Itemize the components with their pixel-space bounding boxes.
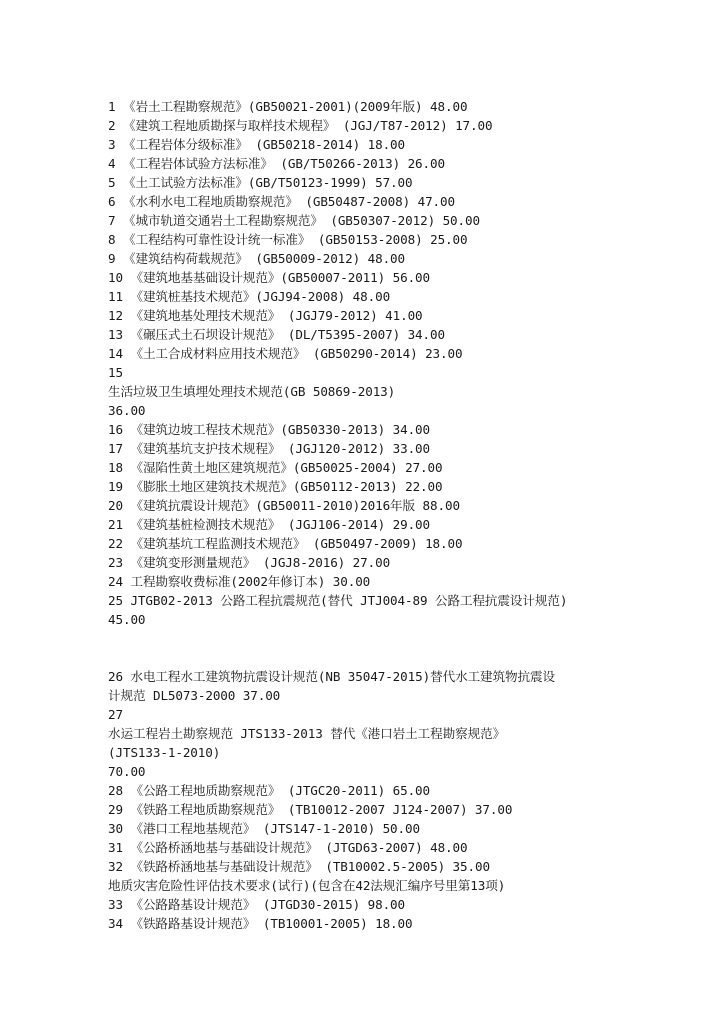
list-line: 27 (108, 707, 123, 722)
list-line: 36.00 (108, 403, 146, 418)
list-line: 15 (108, 365, 123, 380)
list-line: 31 《公路桥涵地基与基础设计规范》 (JTGD63-2007) 48.00 (108, 840, 468, 855)
list-line: 30 《港口工程地基规范》 (JTS147-1-2010) 50.00 (108, 821, 420, 836)
list-line: 24 工程勘察收费标准(2002年修订本) 30.00 (108, 574, 371, 589)
list-line: 22 《建筑基坑工程监测技术规范》 (GB50497-2009) 18.00 (108, 536, 463, 551)
list-line: 计规范 DL5073-2000 37.00 (108, 688, 281, 703)
list-line: 34 《铁路路基设计规范》 (TB10001-2005) 18.00 (108, 916, 413, 931)
list-line: 生活垃圾卫生填埋处理技术规范(GB 50869-2013) (108, 384, 396, 399)
list-line: 4 《工程岩体试验方法标准》 (GB/T50266-2013) 26.00 (108, 156, 445, 171)
list-line: 16 《建筑边坡工程技术规范》(GB50330-2013) 34.00 (108, 422, 431, 437)
list-line: 33 《公路路基设计规范》 (JTGD30-2015) 98.00 (108, 897, 406, 912)
list-line: 25 JTGB02-2013 公路工程抗震规范(替代 JTJ004-89 公路工程抗震设计规范) (108, 593, 568, 608)
list-line: 45.00 (108, 612, 146, 627)
list-line: 8 《工程结构可靠性设计统一标准》 (GB50153-2008) 25.00 (108, 232, 468, 247)
list-line: 18 《湿陷性黄土地区建筑规范》(GB50025-2004) 27.00 (108, 460, 443, 475)
list-line: 23 《建筑变形测量规范》 (JGJ8-2016) 27.00 (108, 555, 391, 570)
list-line: 11 《建筑桩基技术规范》(JGJ94-2008) 48.00 (108, 289, 391, 304)
list-line: 5 《土工试验方法标准》(GB/T50123-1999) 57.00 (108, 175, 413, 190)
list-line: 水运工程岩土勘察规范 JTS133-2013 替代《港口岩土工程勘察规范》 (108, 726, 506, 741)
list-line: 1 《岩土工程勘察规范》(GB50021-2001)(2009年版) 48.00 (108, 99, 468, 114)
list-line: 21 《建筑基桩检测技术规范》 (JGJ106-2014) 29.00 (108, 517, 431, 532)
list-line: 26 水电工程水工建筑物抗震设计规范(NB 35047-2015)替代水工建筑物抗震设 (108, 669, 556, 684)
list-line: 9 《建筑结构荷载规范》 (GB50009-2012) 48.00 (108, 251, 406, 266)
list-line: 32 《铁路桥涵地基与基础设计规范》 (TB10002.5-2005) 35.00 (108, 859, 490, 874)
list-line: 20 《建筑抗震设计规范》(GB50011-2010)2016年版 88.00 (108, 498, 460, 513)
list-line: 70.00 (108, 764, 146, 779)
list-line: 13 《碾压式土石坝设计规范》 (DL/T5395-2007) 34.00 (108, 327, 445, 342)
list-line: 10 《建筑地基基础设计规范》(GB50007-2011) 56.00 (108, 270, 431, 285)
list-line: 3 《工程岩体分级标准》 (GB50218-2014) 18.00 (108, 137, 406, 152)
list-line: 2 《建筑工程地质勘探与取样技术规程》 (JGJ/T87-2012) 17.00 (108, 118, 493, 133)
standards-list (108, 97, 628, 933)
list-line: (JTS133-1-2010) (108, 745, 221, 760)
paragraph-gap (108, 629, 628, 667)
list-line: 28 《公路工程地质勘察规范》 (JTGC20-2011) 65.00 (108, 783, 431, 798)
list-line: 14 《土工合成材料应用技术规范》 (GB50290-2014) 23.00 (108, 346, 463, 361)
list-line: 12 《建筑地基处理技术规范》 (JGJ79-2012) 41.00 (108, 308, 423, 323)
list-line: 19 《膨胀土地区建筑技术规范》(GB50112-2013) 22.00 (108, 479, 443, 494)
list-line: 7 《城市轨道交通岩土工程勘察规范》 (GB50307-2012) 50.00 (108, 213, 480, 228)
list-line: 17 《建筑基坑支护技术规程》 (JGJ120-2012) 33.00 (108, 441, 431, 456)
list-line: 29 《铁路工程地质勘察规范》 (TB10012-2007 J124-2007) 37.00 (108, 802, 513, 817)
list-line: 6 《水利水电工程地质勘察规范》 (GB50487-2008) 47.00 (108, 194, 456, 209)
list-line: 地质灾害危险性评估技术要求(试行)(包含在42法规汇编序号里第13项) (108, 878, 506, 893)
